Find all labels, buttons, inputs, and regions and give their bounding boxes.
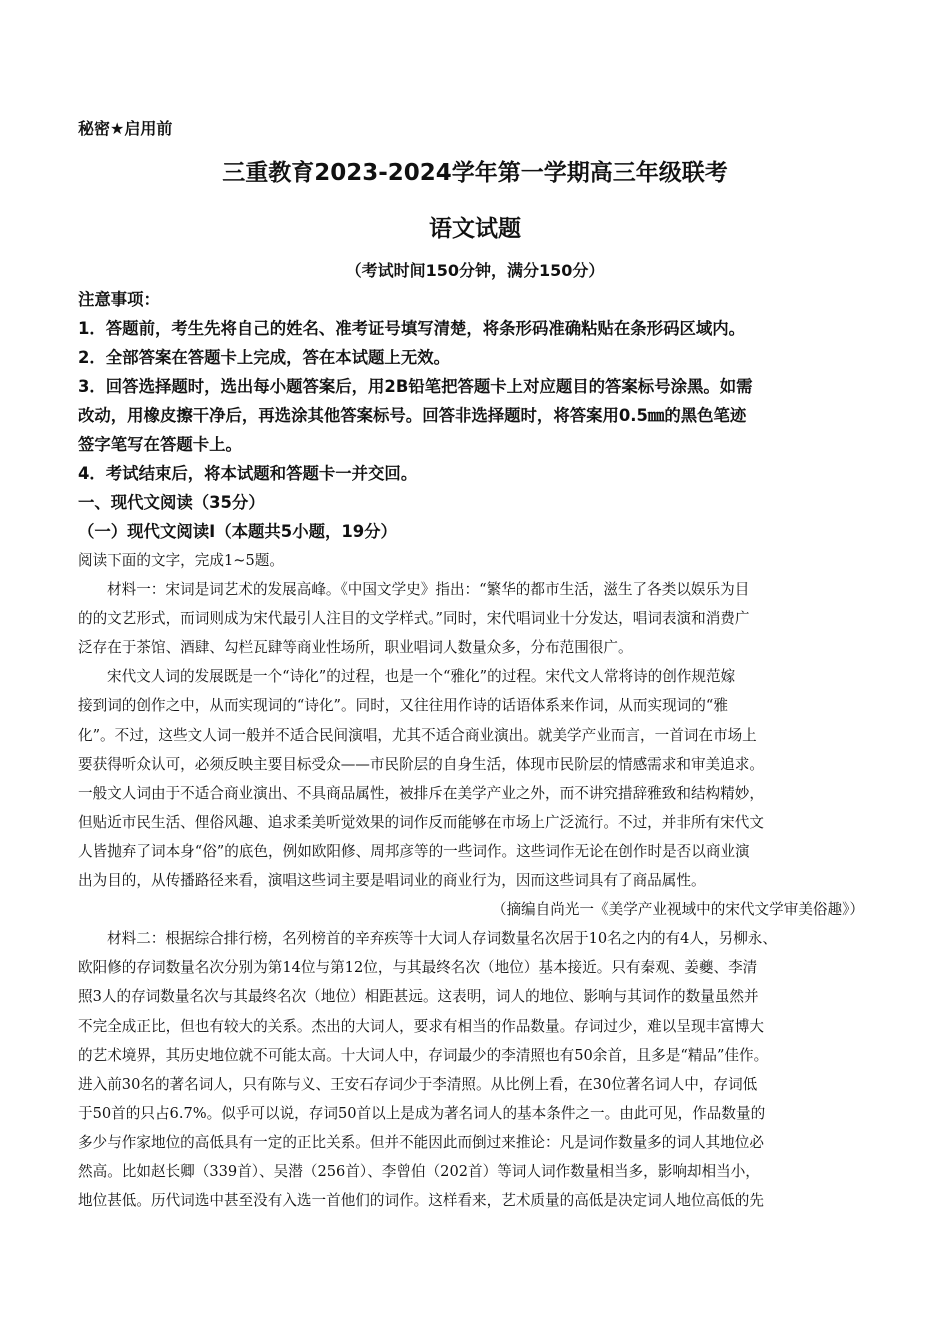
notices-heading: 注意事项： bbox=[78, 290, 160, 309]
reading-material bbox=[78, 546, 878, 1215]
notice-line: 3．回答选择题时，选出每小题答案后，用2B铅笔把答题卡上对应题目的答案标号涂黑。如需 bbox=[78, 377, 753, 396]
secret-mark: 秘密★启用前 bbox=[78, 119, 173, 138]
paragraph-line: 材料一：宋词是词艺术的发展高峰。《中国文学史》指出：“繁华的都市生活，滋生了各类以娱乐为目 bbox=[107, 581, 750, 599]
paragraph-line: 的艺术境界，其历史地位就不可能太高。十大词人中，存词最少的李清照也有50余首，且多是“精品”佳作。 bbox=[78, 1046, 769, 1064]
paragraph-line: 接到词的创作之中，从而实现词的“诗化”。同时，又往往用作诗的话语体系来作词，从而实现词的“雅 bbox=[78, 697, 728, 715]
notice-line: 4．考试结束后，将本试题和答题卡一并交回。 bbox=[78, 464, 418, 483]
paragraph-line: 泛存在于茶馆、酒肆、勾栏瓦肆等商业性场所，职业唱词人数量众多，分布范围很广。 bbox=[78, 639, 633, 657]
paragraph-line: 然高。比如赵长卿（339首）、吴潜（256首）、李曾伯（202首）等词人词作数量相当多，影响却相当小， bbox=[78, 1162, 760, 1180]
subsection-heading: （一）现代文阅读Ⅰ（本题共5小题，19分） bbox=[78, 522, 397, 541]
paragraph-line: 但贴近市民生活、俚俗风趣、追求柔美听觉效果的词作反而能够在市场上广泛流行。不过，并非所有宋代文 bbox=[78, 813, 764, 831]
paragraph-line: 宋代文人词的发展既是一个“诗化”的过程，也是一个“雅化”的过程。宋代文人常将诗的创作规范嫁 bbox=[107, 668, 736, 686]
paragraph-line: 要获得听众认可，必须反映主要目标受众——市民阶层的自身生活，体现市民阶层的情感需求和审美追求。 bbox=[78, 755, 764, 773]
source-citation: （摘编自尚光一《美学产业视域中的宋代文学审美俗趣》） bbox=[491, 901, 864, 919]
paragraph-line: 于50首的只占6.7%。似乎可以说，存词50首以上是成为著名词人的基本条件之一。由此可见，作品数量的 bbox=[78, 1104, 766, 1122]
paragraph-line: 进入前30名的著名词人，只有陈与义、王安石存词少于李清照。从比例上看，在30位著名词人中，存词低 bbox=[78, 1075, 758, 1093]
notice-line: 签字笔写在答题卡上。 bbox=[78, 435, 242, 454]
paragraph-line: 人皆抛弃了词本身“俗”的底色，例如欧阳修、周邦彦等的一些词作。这些词作无论在创作时是否以商业演 bbox=[78, 842, 750, 860]
notice-line: 2．全部答案在答题卡上完成，答在本试题上无效。 bbox=[78, 348, 450, 367]
reading-instruction: 阅读下面的文字，完成1~5题。 bbox=[78, 552, 284, 569]
notice-line: 改动，用橡皮擦干净后，再选涂其他答案标号。回答非选择题时，将答案用0.5㎜的黑色笔迹 bbox=[78, 406, 747, 425]
section-heading: 一、现代文阅读（35分） bbox=[78, 493, 265, 512]
notices-section bbox=[78, 285, 878, 546]
paragraph-line: 的的文艺形式，而词则成为宋代最引人注目的文学样式。”同时，宋代唱词业十分发达，唱词表演和消费广 bbox=[78, 610, 750, 628]
paragraph-line: 欧阳修的存词数量名次分别为第14位与第12位，与其最终名次（地位）基本接近。只有秦观、姜夔、李清 bbox=[78, 959, 758, 977]
subject-title: 语文试题 bbox=[429, 216, 521, 242]
paragraph-line: 地位甚低。历代词选中甚至没有入选一首他们的词作。这样看来，艺术质量的高低是决定词人地位高低的先 bbox=[78, 1192, 764, 1210]
notice-line: 1．答题前，考生先将自己的姓名、准考证号填写清楚，将条形码准确粘贴在条形码区域内。 bbox=[78, 319, 746, 338]
paragraph-line: 照3人的存词数量名次与其最终名次（地位）相距甚远。这表明，词人的地位、影响与其词作的数量虽然并 bbox=[78, 988, 759, 1006]
exam-title: 三重教育2023-2024学年第一学期高三年级联考 bbox=[222, 160, 728, 186]
paragraph-line: 多少与作家地位的高低具有一定的正比关系。但并不能因此而倒过来推论：凡是词作数量多的词人其地位必 bbox=[78, 1133, 764, 1151]
paragraph-line: 材料二：根据综合排行榜，名列榜首的辛弃疾等十大词人存词数量名次居于10名之内的有4人，另柳永、 bbox=[107, 930, 777, 948]
paragraph-line: 出为目的，从传播路径来看，演唱这些词主要是唱词业的商业行为，因而这些词具有了商品属性。 bbox=[78, 872, 706, 890]
paragraph-line: 一般文人词由于不适合商业演出、不具商品属性，被排斥在美学产业之外，而不讲究措辞雅致和结构精妙， bbox=[78, 784, 764, 802]
paragraph-line: 化”。不过，这些文人词一般并不适合民间演唱，尤其不适合商业演出。就美学产业而言，一首词在市场上 bbox=[78, 726, 757, 744]
paragraph-line: 不完全成正比，但也有较大的关系。杰出的大词人，要求有相当的作品数量。存词过少，难以呈现丰富博大 bbox=[78, 1017, 764, 1035]
exam-time-info: （考试时间150分钟，满分150分） bbox=[345, 261, 605, 280]
